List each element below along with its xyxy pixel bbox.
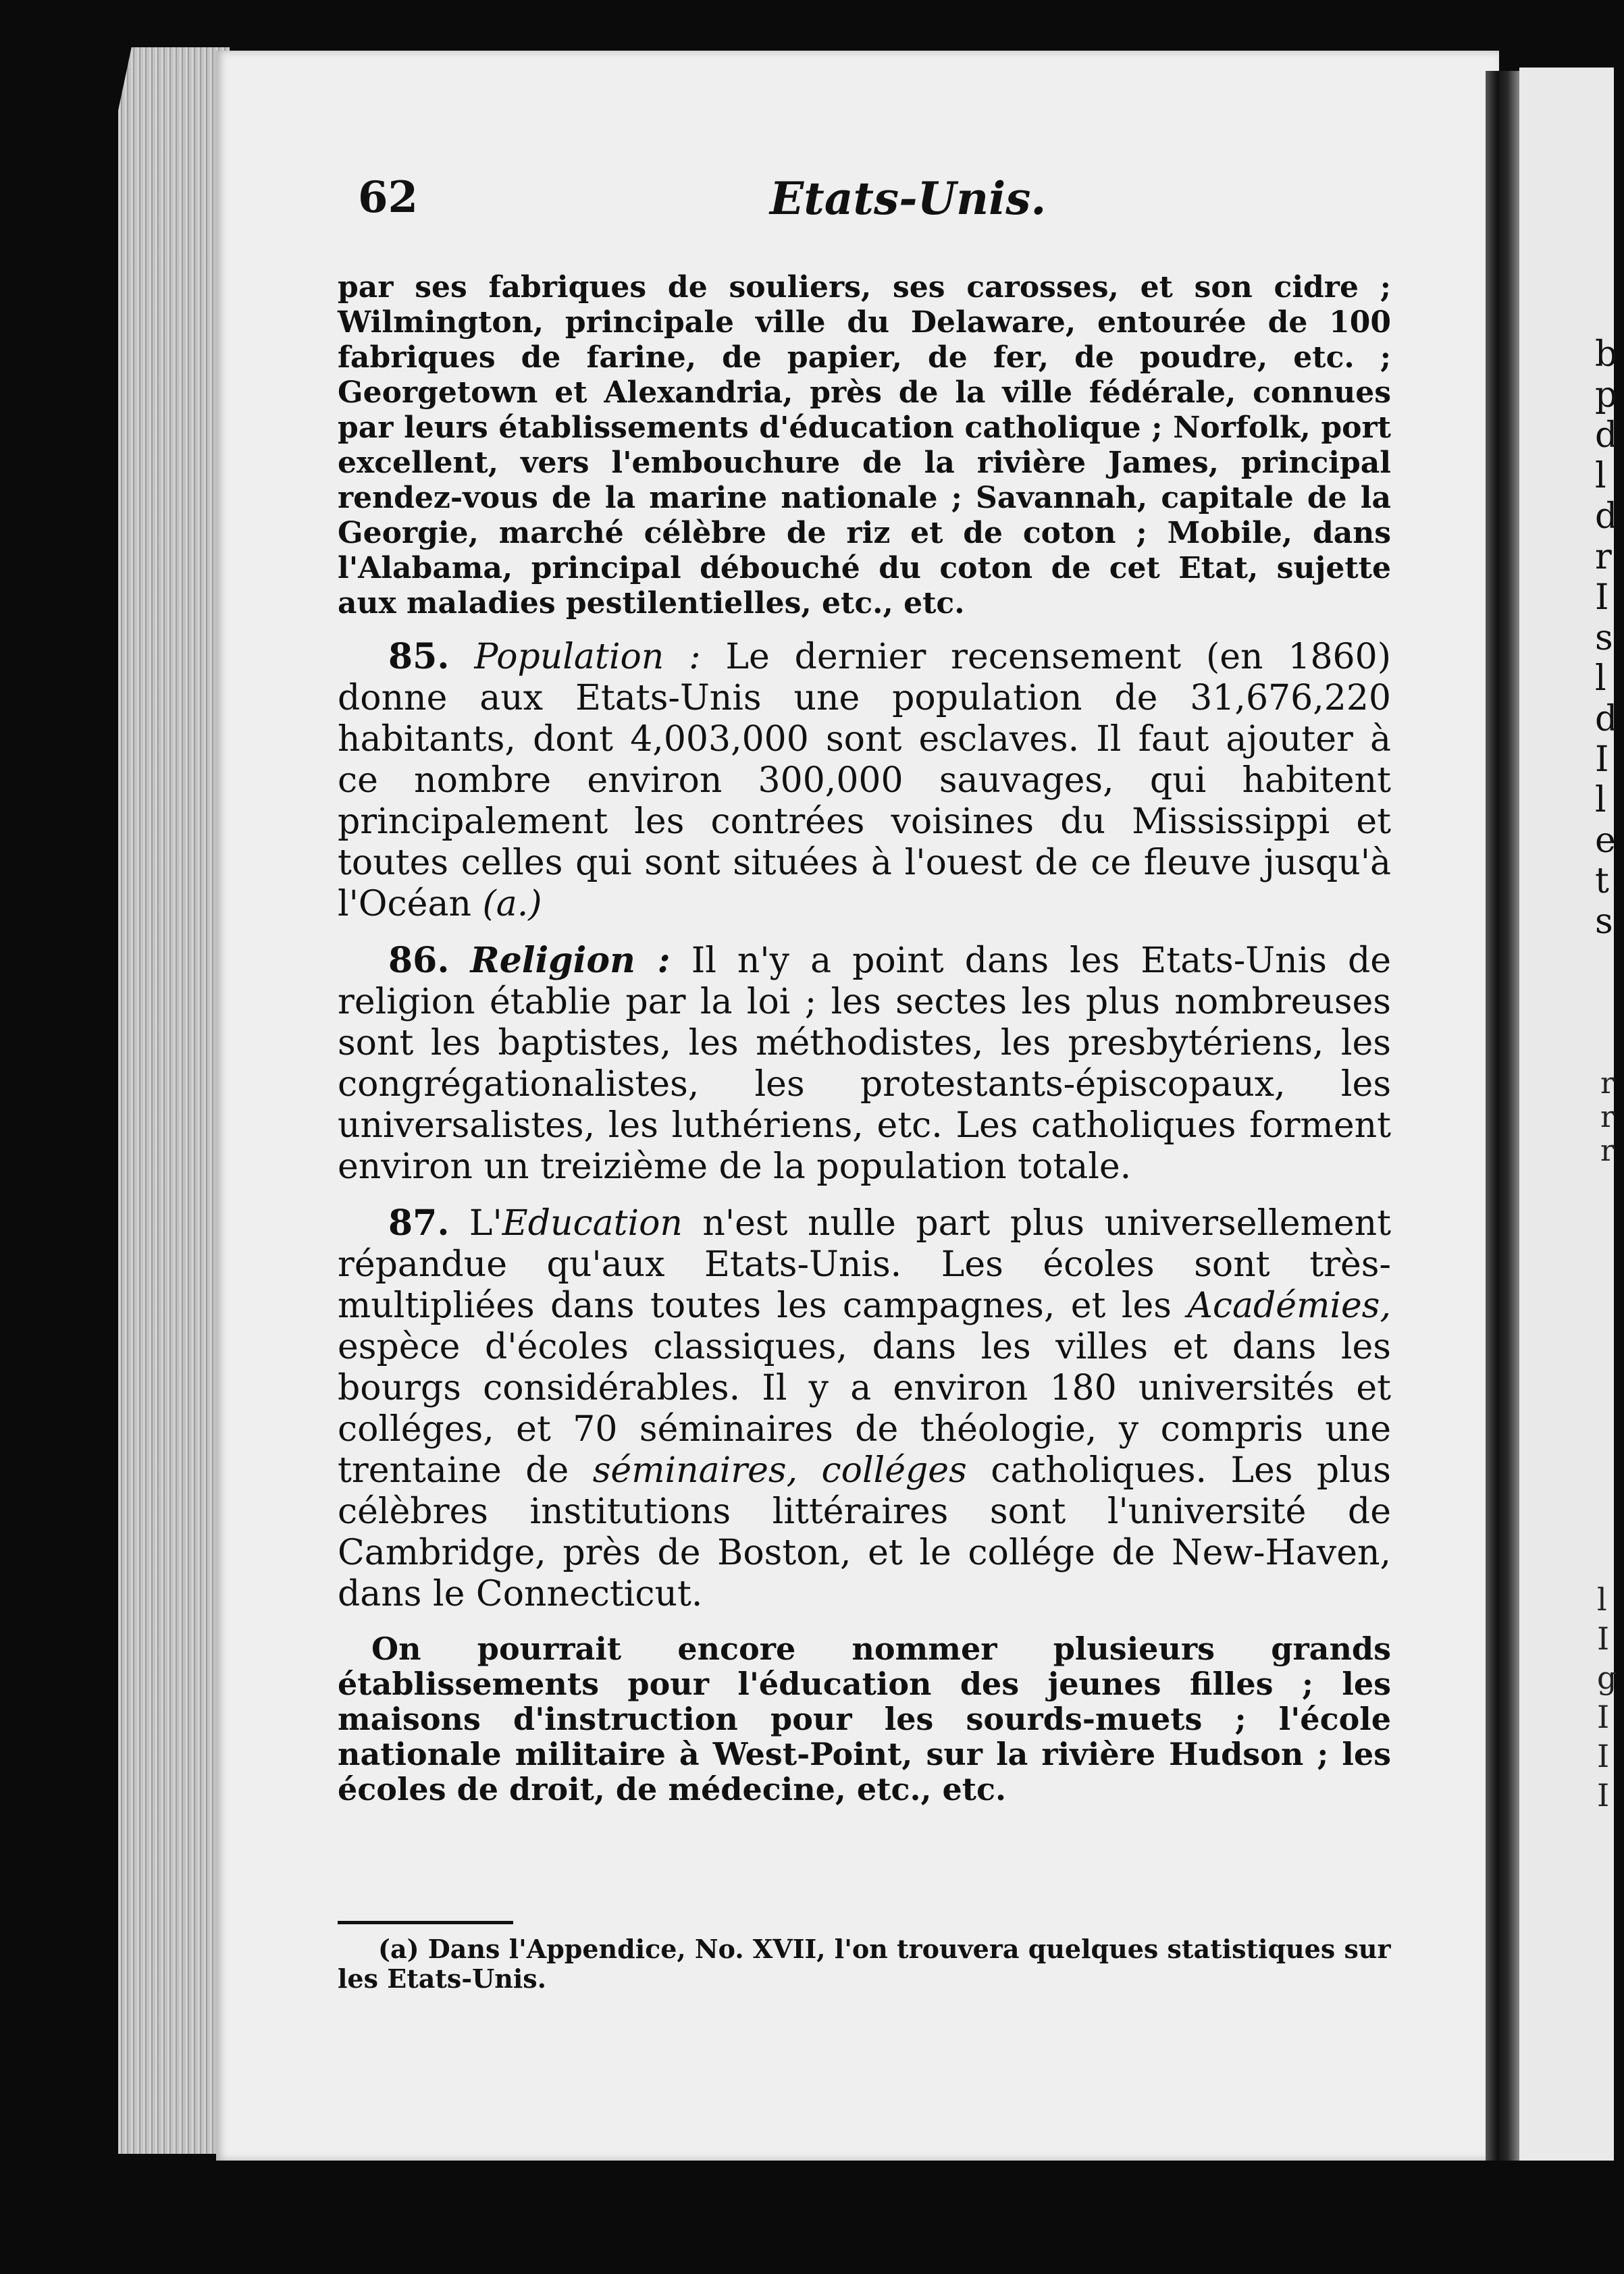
facing-page-mark: r xyxy=(1600,1066,1615,1101)
section-text: espèce d'écoles classiques, dans les villes et dans les bourgs considérables. Il y a environ 180 universités et colléges, et 70 séminaires de théologie, y compris une trentaine de xyxy=(338,1327,1391,1491)
section-number: 85. xyxy=(388,636,450,677)
facing-page-letter: d xyxy=(1595,699,1618,739)
facing-page-letter: d xyxy=(1595,415,1618,456)
facing-page-letter: I xyxy=(1597,1620,1610,1657)
page-header xyxy=(358,172,1411,233)
section-number: 86. xyxy=(388,940,450,981)
page-body xyxy=(338,270,1391,1807)
facing-page-letter: b xyxy=(1595,334,1618,375)
footnote-reference: (a.) xyxy=(482,884,542,924)
section-heading: Education xyxy=(502,1203,683,1244)
section-prefix: L' xyxy=(449,1203,502,1244)
facing-page-text-fragments xyxy=(1595,334,1622,942)
term-seminaires: séminaires, colléges xyxy=(592,1450,967,1491)
facing-page-letter: s xyxy=(1595,901,1613,942)
facing-page-mark: r xyxy=(1600,1100,1615,1134)
facing-page-lower-fragments xyxy=(1597,1580,1624,1815)
facing-page-letter: l xyxy=(1595,780,1606,820)
facing-page-letter: l xyxy=(1595,658,1606,699)
paragraph-small: On pourrait encore nommer plusieurs grands établissements pour l'éducation des jeunes filles ; les maisons d'instruction pour les sourds-muets ; l'école nationale militaire à West-Point, sur la rivière Hudson ; les écoles de droit, de médecine, etc., etc. xyxy=(338,1631,1391,1807)
facing-page-letter: t xyxy=(1595,861,1609,901)
footnote-rule xyxy=(338,1921,513,1924)
section-text: Il n'y a point dans les Etats-Unis de religion établie par la loi ; les sectes les plus nombreuses sont les baptistes, les méthodistes, les presbytériens, les congrégationalistes, les protestants-épiscopaux, les universalistes, les luthériens, etc. Les catholiques forment environ un treizième de la population totale. xyxy=(338,941,1391,1187)
facing-page-letter: d xyxy=(1595,496,1618,537)
facing-page-mark: r xyxy=(1600,1134,1615,1168)
facing-page-letter: I xyxy=(1597,1777,1610,1814)
facing-page-letter: I xyxy=(1597,1738,1610,1774)
section-86 xyxy=(338,940,1391,1188)
facing-page-letter: s xyxy=(1595,618,1613,658)
facing-page-letter: e xyxy=(1595,820,1616,861)
facing-page-marks xyxy=(1600,1067,1621,1168)
book-page-edges xyxy=(118,47,230,2154)
section-87 xyxy=(338,1202,1391,1615)
section-text: Le dernier recensement (en 1860) donne aux Etats-Unis une population de 31,676,220 habitants, dont 4,003,000 sont esclaves. Il faut ajouter à ce nombre environ 300,000 sauvages, qui habitent principalement les contrées voisines du Mississippi et toutes celles qui sont situées à l'ouest de ce fleuve jusqu'à l'Océan xyxy=(338,637,1391,924)
section-text: catholiques. Les plus célèbres institutions littéraires sont l'université de Cambridge, près de Boston, et le collége de New-Haven, dans le Connecticut. xyxy=(338,1450,1391,1614)
facing-page-letter: p xyxy=(1595,375,1618,415)
facing-page-letter: I xyxy=(1597,1699,1610,1735)
facing-page-letter: g xyxy=(1597,1660,1617,1696)
section-heading: Population : xyxy=(474,637,701,677)
book-gutter xyxy=(1486,71,1519,2161)
facing-page-letter: I xyxy=(1595,739,1609,780)
paragraph-intro: par ses fabriques de souliers, ses carosses, et son cidre ; Wilmington, principale ville du Delaware, entourée de 100 fabriques de farine, de papier, de fer, de poudre, etc. ; Georgetown et Alexandria, près de la ville fédérale, connues par leurs établissements d'éducation catholique ; Norfolk, port excellent, vers l'embouchure de la rivière James, principal rendez-vous de la marine nationale ; Savannah, capitale de la Georgie, marché célèbre de riz et de coton ; Mobile, dans l'Alabama, principal débouché du coton de cet Etat, sujette aux maladies pestilentielles, etc., etc. xyxy=(338,270,1391,620)
term-academies: Académies, xyxy=(1187,1286,1391,1326)
section-text: n'est nulle part plus universellement répandue qu'aux Etats-Unis. Les écoles sont très-multipliées dans toutes les campagnes, et les xyxy=(338,1203,1391,1326)
running-title: Etats-Unis. xyxy=(770,172,1047,225)
facing-page-letter: I xyxy=(1595,577,1609,618)
facing-page-letter: l xyxy=(1595,456,1606,496)
facing-page-letter: r xyxy=(1595,537,1612,577)
page-number: 62 xyxy=(358,172,419,223)
section-85 xyxy=(338,636,1391,925)
facing-page-letter: l xyxy=(1597,1581,1607,1618)
footnote: (a) Dans l'Appendice, No. XVII, l'on trouvera quelques statistiques sur les Etats-Unis. xyxy=(338,1934,1391,1994)
section-heading: Religion : xyxy=(470,940,671,981)
section-number: 87. xyxy=(388,1202,450,1244)
